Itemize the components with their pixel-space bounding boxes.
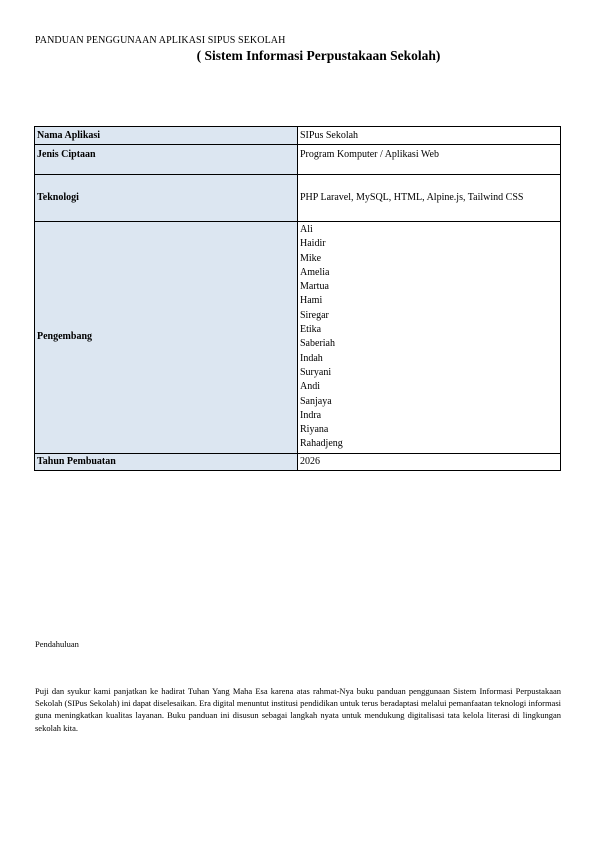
developer-name: Saberiah	[300, 338, 335, 350]
table-row	[35, 453, 561, 470]
value-nama-aplikasi: SIPus Sekolah	[298, 127, 561, 145]
developer-name: Martua	[300, 281, 329, 293]
table-row	[35, 175, 561, 222]
developer-name: Siregar	[300, 309, 329, 321]
developer-name: Hami	[300, 295, 323, 307]
intro-paragraph: Puji dan syukur kami panjatkan ke hadirat Tuhan Yang Maha Esa karena atas rahmat-Nya buku panduan penggunaan Sistem Informasi Perpustakaan Sekolah (SIPus Sekolah) ini dapat diselesaikan. Era digital menuntut institusi pendidikan untuk terus beradaptasi melalui pemanfaatan teknologi informasi guna meningkatkan kualitas layanan. Buku panduan ini disusun sebagai langkah nyata untuk mendukung digitalisasi tata kelola literasi di lingkungan sekolah kita.	[35, 686, 561, 733]
label-tahun-pembuatan: Tahun Pembuatan	[35, 453, 298, 470]
value-teknologi: PHP Laravel, MySQL, HTML, Alpine.js, Tailwind CSS	[298, 175, 561, 222]
developer-name: Riyana	[300, 424, 329, 436]
developer-name: Rahadjeng	[300, 438, 343, 450]
label-teknologi: Teknologi	[35, 175, 298, 222]
developer-name: Andi	[300, 381, 320, 393]
developer-name: Amelia	[300, 266, 330, 278]
application-info-table	[34, 126, 561, 471]
developer-list	[300, 223, 558, 452]
developer-name: Etika	[300, 324, 322, 336]
table-row	[35, 222, 561, 454]
developer-name: Mike	[300, 252, 322, 264]
intro-heading: Pendahuluan	[35, 639, 79, 649]
value-jenis-ciptaan: Program Komputer / Aplikasi Web	[298, 145, 561, 175]
developer-name: Indah	[300, 352, 323, 364]
table-row	[35, 145, 561, 175]
table-row	[35, 127, 561, 145]
developer-name: Sanjaya	[300, 395, 332, 407]
document-title: PANDUAN PENGGUNAAN APLIKASI SIPUS SEKOLAH	[35, 35, 286, 46]
value-tahun-pembuatan: 2026	[298, 453, 561, 470]
value-pengembang	[298, 222, 561, 454]
document-subtitle: ( Sistem Informasi Perpustakaan Sekolah)	[196, 48, 441, 63]
document-header	[35, 35, 560, 64]
developer-name: Indra	[300, 409, 322, 421]
developer-name: Suryani	[300, 366, 332, 378]
label-jenis-ciptaan: Jenis Ciptaan	[35, 145, 298, 175]
developer-name: Ali	[300, 224, 313, 235]
label-nama-aplikasi: Nama Aplikasi	[35, 127, 298, 145]
label-pengembang: Pengembang	[35, 222, 298, 454]
developer-name: Haidir	[300, 238, 326, 250]
